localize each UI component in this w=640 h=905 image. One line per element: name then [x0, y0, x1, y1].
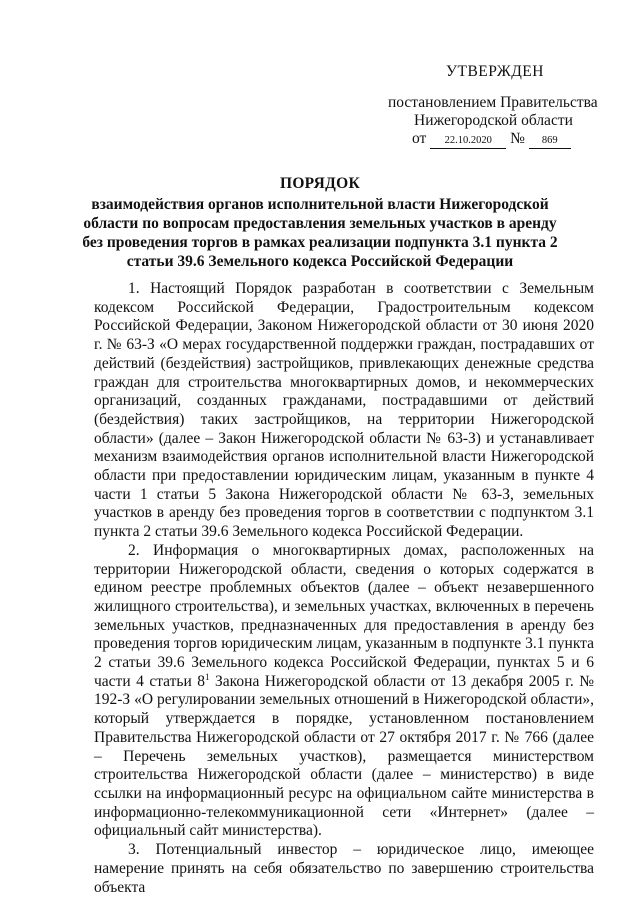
article-superscript: 1	[205, 671, 210, 682]
title-heading: ПОРЯДОК	[279, 175, 361, 192]
title-line: статьи 39.6 Земельного кодекса Российской Федерации	[126, 253, 514, 270]
approval-number: 869	[529, 134, 571, 149]
approved-by-line: постановлением Правительства	[388, 94, 598, 111]
approved-region-line: Нижегородской области	[414, 112, 573, 129]
approval-date: 22.10.2020	[430, 134, 506, 149]
document-body	[94, 280, 594, 897]
document-title	[70, 174, 570, 271]
paragraph-2	[94, 542, 594, 841]
approval-date-line	[412, 129, 571, 149]
paragraph-1: 1. Настоящий Порядок разработан в соответствии с Земельным кодексом Российской Федерации, Градостроительным кодексом Российской Федерации, Законом Нижегородской области от 30 июня 2020 г. № 63-З «О мерах государственной поддержки граждан, пострадавших от действий (бездействия) застройщиков, привлекающих денежные средства граждан для строительства многоквартирных домов, и некоммерческих организаций, созданных гражданами, пострадавшими от действий (бездействия) таких застройщиков, на территории Нижегородской области» (далее – Закон Нижегородской области № 63-З) и устанавливает механизм взаимодействия органов исполнительной власти Нижегородской области при предоставлении юридическим лицам, указанным в пункте 4 части 1 статьи 5 Закона Нижегородской области № 63-З, земельных участков в аренду без проведения торгов в соответствии с подпунктом 3.1 пункта 2 статьи 39.6 Земельного кодекса Российской Федерации.	[94, 280, 594, 541]
title-line: области по вопросам предоставления земельных участков в аренду	[83, 215, 557, 232]
number-sign: №	[510, 130, 525, 147]
paragraph-3: 3. Потенциальный инвестор – юридическое лицо, имеющее намерение принять на себя обязательство по завершению строительства объекта	[94, 841, 594, 896]
paragraph-2-part-1: 2. Информация о многоквартирных домах, расположенных на территории Нижегородской области, сведения о которых содержатся в едином реестре проблемных объектов (далее – объект незавершенного жилищного строительства), и земельных участках, включенных в перечень земельных участков, предназначенных для предоставления в аренду без проведения торгов юридическим лицам, указанным в подпункте 3.1 пункта 2 статьи 39.6 Земельного кодекса Российской Федерации, пунктах 5 и 6 части 4 статьи 8	[94, 541, 594, 690]
approved-stamp-text: УТВЕРЖДЕН	[446, 63, 544, 80]
title-line: взаимодействия органов исполнительной власти Нижегородской	[91, 196, 549, 213]
title-line: без проведения торгов в рамках реализации подпункта 3.1 пункта 2	[82, 234, 558, 251]
paragraph-2-part-2: Закона Нижегородской области от 13 декабря 2005 г. № 192-З «О регулировании земельных отношений в Нижегородской области», который утверждается в порядке, установленном постановлением Правительства Нижегородской области от 27 октября 2017 г. № 766 (далее – Перечень земельных участков), размещается министерством строительства Нижегородской области (далее – министерство) в виде ссылки на информационный ресурс на официальном сайте министерства в информационно-телекоммуникационной сети «Интернет» (далее – официальный сайт министерства).	[94, 672, 594, 840]
date-prefix: от	[412, 130, 427, 147]
